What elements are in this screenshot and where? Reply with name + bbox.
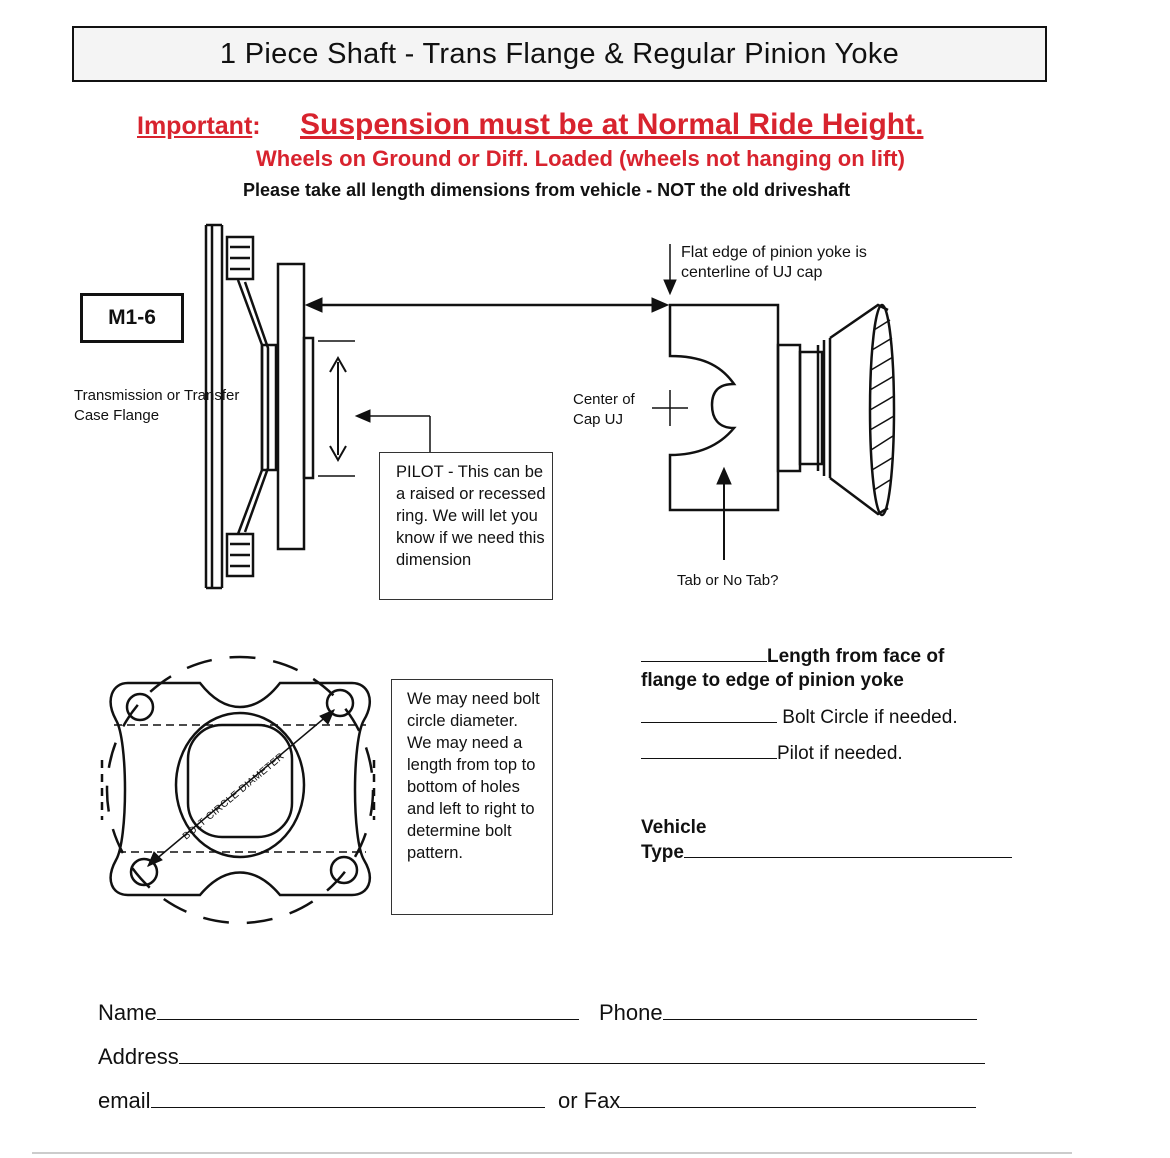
important-main: Suspension must be at Normal Ride Height.: [300, 108, 924, 141]
pilot-blank[interactable]: [641, 742, 777, 759]
name-label: Name: [98, 1000, 157, 1025]
address-label: Address: [98, 1044, 179, 1069]
fax-field[interactable]: [558, 1088, 976, 1114]
email-label: email: [98, 1088, 151, 1113]
pilot-label-text: Pilot if needed.: [777, 743, 903, 764]
pilot-note-box: PILOT - This can be a raised or recessed ring. We will let you know if we need this dimension: [379, 452, 553, 600]
bolt-circle-field[interactable]: [641, 706, 958, 729]
length-field[interactable]: [641, 645, 981, 693]
length-blank[interactable]: [641, 645, 767, 662]
important-sub: Wheels on Ground or Diff. Loaded (wheels not hanging on lift): [256, 146, 905, 171]
address-blank[interactable]: [179, 1047, 985, 1064]
phone-label: Phone: [599, 1000, 663, 1025]
vehicle-blank[interactable]: [684, 841, 1012, 858]
footer-divider: [32, 1152, 1072, 1154]
yoke-edge-label: Flat edge of pinion yoke is centerline of UJ cap: [681, 244, 867, 281]
fax-blank[interactable]: [620, 1091, 976, 1108]
vehicle-label-2: Type: [641, 842, 684, 863]
vehicle-label-1: Vehicle: [641, 817, 707, 838]
pilot-field[interactable]: [641, 742, 903, 765]
trans-flange-label: Transmission or Transfer Case Flange: [74, 387, 240, 424]
fax-label: or Fax: [558, 1088, 621, 1113]
page-title: 1 Piece Shaft - Trans Flange & Regular Pinion Yoke: [72, 26, 1047, 82]
address-field[interactable]: [98, 1044, 985, 1070]
center-cap-label: Center of Cap UJ: [573, 391, 635, 428]
pinion-yoke-drawing: [652, 244, 894, 560]
email-field[interactable]: [98, 1088, 545, 1114]
phone-blank[interactable]: [663, 1003, 977, 1020]
important-colon: :: [252, 112, 261, 140]
email-blank[interactable]: [151, 1091, 545, 1108]
important-word: Important: [137, 112, 253, 140]
bolt-circle-blank[interactable]: [641, 706, 777, 723]
bolt-note-box: We may need bolt circle diameter. We may need a length from top to bottom of holes and left to right to determine bolt pattern.: [391, 679, 553, 915]
name-field[interactable]: [98, 1000, 579, 1026]
length-label: Length from face of flange to edge of pinion yoke: [641, 646, 945, 691]
measurement-note: Please take all length dimensions from vehicle - NOT the old driveshaft: [243, 180, 851, 200]
phone-field[interactable]: [599, 1000, 977, 1026]
name-blank[interactable]: [157, 1003, 579, 1020]
model-code-box: M1-6: [80, 293, 184, 343]
tab-label: Tab or No Tab?: [677, 572, 779, 589]
bolt-circle-label: BOLT CIRCLE DIAMETER: [180, 750, 287, 843]
bolt-circle-label-text: Bolt Circle if needed.: [782, 707, 958, 728]
length-arrow: [306, 298, 668, 312]
vehicle-type-field[interactable]: [641, 815, 1012, 865]
